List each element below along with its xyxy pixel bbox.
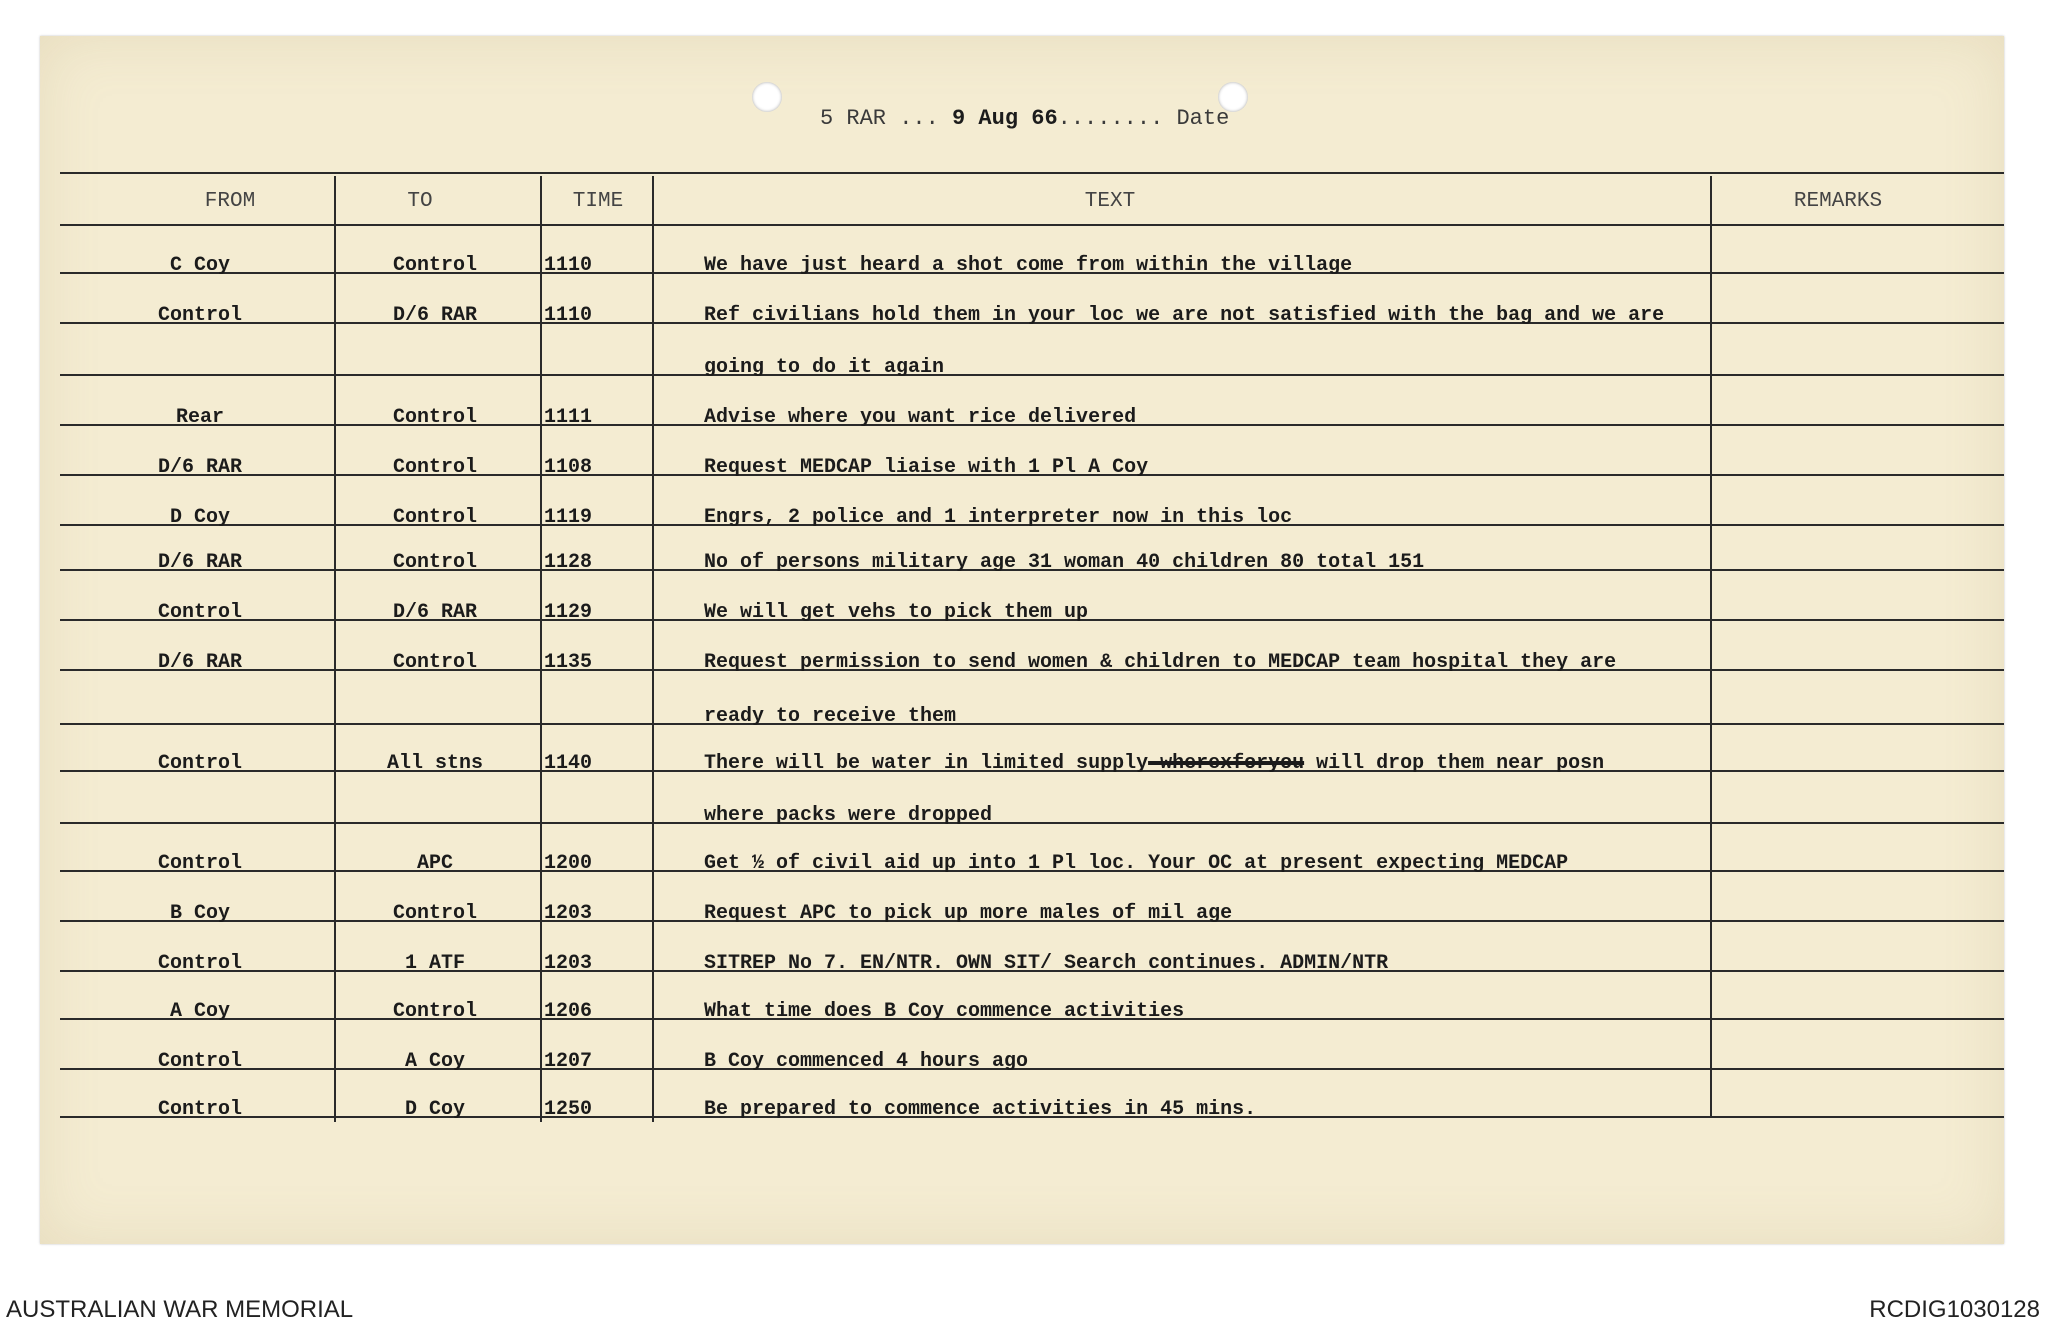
cell-to: D/6 RAR	[392, 304, 477, 327]
cell-text	[704, 705, 956, 728]
log-header	[820, 106, 1229, 131]
cell-text	[704, 356, 944, 379]
top-rule	[60, 172, 2004, 174]
cell-text	[704, 456, 1148, 479]
cell-from: Control	[157, 304, 242, 327]
cell-text	[704, 651, 1616, 674]
col-head-from: FROM	[204, 190, 256, 213]
cell-to: Control	[392, 506, 477, 529]
cell-text	[704, 804, 992, 827]
footer-image-id: RCDIG1030128	[1869, 1296, 2040, 1323]
cell-text	[704, 902, 1232, 925]
cell-text	[704, 304, 1664, 327]
cell-text	[704, 601, 1088, 624]
row-rule	[60, 374, 2004, 376]
cell-time: 1207	[544, 1050, 593, 1073]
cell-from: D/6 RAR	[157, 551, 242, 574]
cell-text	[704, 1000, 1184, 1023]
cell-time: 1110	[544, 254, 593, 277]
cell-from: Control	[157, 601, 242, 624]
cell-time: 1250	[544, 1098, 593, 1121]
cell-time: 1135	[544, 651, 593, 674]
cell-from: D/6 RAR	[157, 651, 242, 674]
text-content: Advise where you want rice delivered	[704, 406, 1137, 429]
text-content: Request MEDCAP liaise with 1 Pl A Coy	[704, 456, 1149, 479]
cell-from: Control	[157, 852, 242, 875]
header-dots-2: ........	[1057, 106, 1164, 131]
cell-to: D Coy	[404, 1098, 465, 1121]
text-content: Engrs, 2 police and 1 interpreter now in this loc	[704, 506, 1293, 529]
text-content: Be prepared to commence activities in 45 mins.	[704, 1098, 1257, 1121]
text-content: going to do it again	[704, 356, 945, 379]
cell-from: Control	[157, 752, 242, 775]
cell-from: Rear	[175, 406, 224, 429]
cell-text	[704, 406, 1136, 429]
row-rule	[60, 822, 2004, 824]
cell-from: B Coy	[169, 902, 230, 925]
text-content: Request permission to send women & children to MEDCAP team hospital they are	[704, 651, 1617, 674]
row-rule	[60, 723, 2004, 725]
cell-to: Control	[392, 254, 477, 277]
struck-out-text: wherexforyou	[1148, 752, 1305, 775]
text-continuation: will drop them near posn	[1304, 752, 1605, 775]
text-content: ready to receive them	[704, 705, 957, 728]
cell-to: Control	[392, 551, 477, 574]
cell-time: 1111	[544, 406, 593, 429]
footer-institution: AUSTRALIAN WAR MEMORIAL	[6, 1296, 354, 1323]
cell-text	[704, 506, 1292, 529]
divider-time-text	[652, 176, 654, 1122]
text-content: Ref civilians hold them in your loc we are not satisfied with the bag and we are	[704, 304, 1665, 327]
cell-to: APC	[416, 852, 453, 875]
cell-text	[704, 852, 1568, 875]
text-content: No of persons military age 31 woman 40 children 80 total 151	[704, 551, 1425, 574]
text-content: Get ½ of civil aid up into 1 Pl loc. Your OC at present expecting MEDCAP	[704, 852, 1569, 875]
date-value: 9 Aug 66	[952, 106, 1058, 131]
cell-text	[704, 752, 1604, 775]
cell-text	[704, 1050, 1028, 1073]
cell-to: A Coy	[404, 1050, 465, 1073]
cell-time: 1129	[544, 601, 593, 624]
cell-text	[704, 952, 1388, 975]
text-content: SITREP No 7. EN/NTR. OWN SIT/ Search continues. ADMIN/NTR	[704, 952, 1389, 975]
divider-to-time	[540, 176, 542, 1122]
header-bottom-rule	[60, 224, 2004, 226]
cell-from: Control	[157, 1098, 242, 1121]
cell-text	[704, 254, 1352, 277]
cell-from: Control	[157, 952, 242, 975]
cell-time: 1200	[544, 852, 593, 875]
text-content: B Coy commenced 4 hours ago	[704, 1050, 1029, 1073]
cell-time: 1203	[544, 902, 593, 925]
cell-from: A Coy	[169, 1000, 230, 1023]
cell-time: 1110	[544, 304, 593, 327]
cell-time: 1206	[544, 1000, 593, 1023]
date-label: Date	[1176, 106, 1230, 131]
cell-from: C Coy	[169, 254, 230, 277]
text-content: Request APC to pick up more males of mil age	[704, 902, 1233, 925]
col-head-remarks: REMARKS	[1793, 190, 1883, 213]
cell-to: 1 ATF	[404, 952, 465, 975]
divider-text-remarks	[1710, 176, 1712, 1116]
text-content: There will be water in limited supply	[704, 752, 1149, 775]
cell-from: Control	[157, 1050, 242, 1073]
cell-time: 1203	[544, 952, 593, 975]
cell-to: Control	[392, 406, 477, 429]
header-dots: ...	[886, 106, 939, 131]
text-content: where packs were dropped	[704, 804, 993, 827]
cell-time: 1140	[544, 752, 593, 775]
cell-from: D Coy	[169, 506, 230, 529]
cell-from: D/6 RAR	[157, 456, 242, 479]
col-head-text: TEXT	[1084, 190, 1136, 213]
cell-time: 1108	[544, 456, 593, 479]
cell-time: 1128	[544, 551, 593, 574]
cell-to: D/6 RAR	[392, 601, 477, 624]
col-head-to: TO	[407, 190, 433, 213]
cell-to: Control	[392, 456, 477, 479]
divider-from-to	[334, 176, 336, 1122]
text-content: We have just heard a shot come from within the village	[704, 254, 1353, 277]
cell-text	[704, 551, 1424, 574]
col-head-time: TIME	[572, 190, 624, 213]
text-content: What time does B Coy commence activities	[704, 1000, 1185, 1023]
cell-to: Control	[392, 651, 477, 674]
cell-time: 1119	[544, 506, 593, 529]
cell-to: All stns	[386, 752, 483, 775]
punch-hole-left	[752, 82, 782, 112]
cell-to: Control	[392, 1000, 477, 1023]
cell-to: Control	[392, 902, 477, 925]
unit-label: 5 RAR	[820, 106, 887, 131]
cell-text	[704, 1098, 1256, 1121]
text-content: We will get vehs to pick them up	[704, 601, 1089, 624]
